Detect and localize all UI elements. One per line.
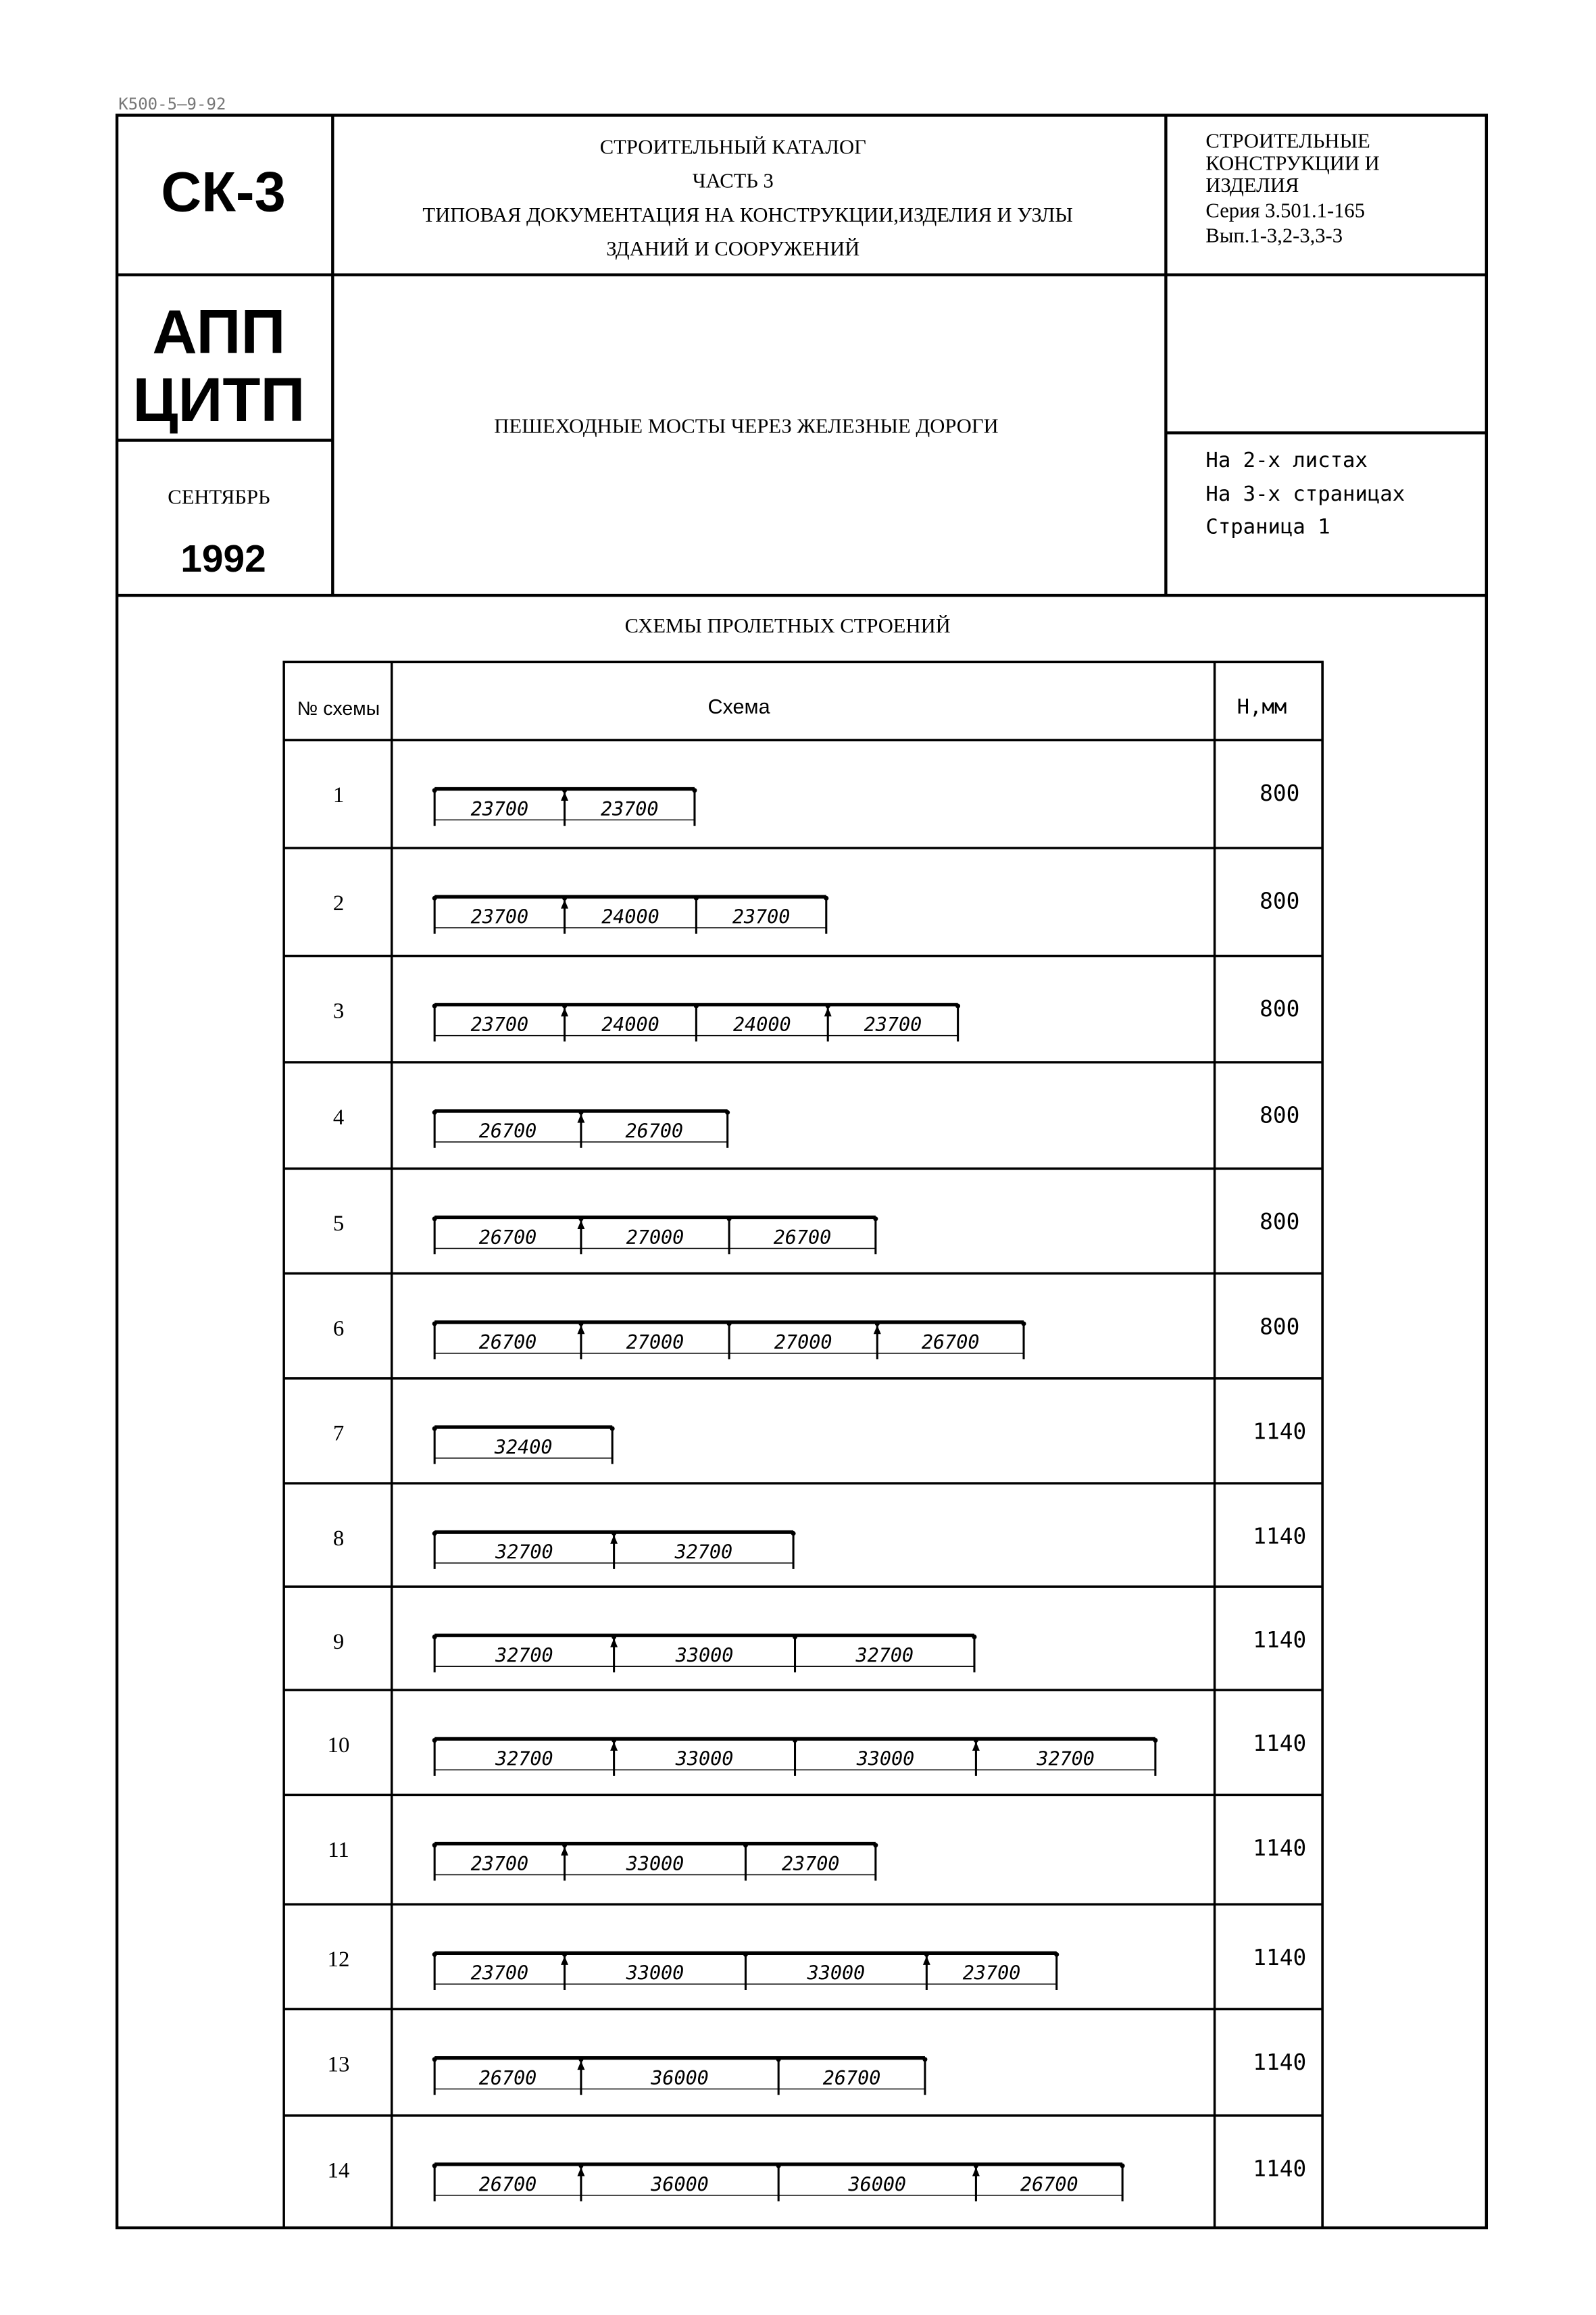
support-arrow: [561, 899, 568, 908]
support-node: [562, 788, 567, 793]
scheme-number: 13: [327, 2052, 350, 2077]
scheme-number: 3: [332, 999, 345, 1024]
span-length-label: 27000: [774, 1331, 832, 1354]
support-arrow: [577, 2061, 584, 2070]
scheme-number: 8: [332, 1526, 345, 1551]
support-node: [432, 2057, 437, 2062]
span-length-label: 33000: [675, 1644, 734, 1667]
span-diagram: [432, 1321, 1026, 1359]
span-length-label: 26700: [478, 2066, 537, 2089]
support-node: [1022, 1321, 1026, 1326]
support-node: [432, 896, 437, 901]
support-node: [873, 1843, 878, 1847]
span-diagram: [432, 788, 697, 826]
support-node: [432, 1003, 437, 1008]
support-arrow: [577, 2167, 584, 2176]
sheets-info: [1205, 449, 1405, 539]
table-row: [284, 1731, 1322, 1795]
citp-label: ЦИТП: [132, 366, 305, 435]
span-diagram: [432, 1952, 1059, 1990]
support-node: [776, 2057, 781, 2062]
support-node: [974, 1738, 978, 1743]
support-node: [727, 1321, 732, 1326]
support-arrow: [610, 1639, 618, 1647]
support-node: [578, 1110, 583, 1115]
span-length-label: 24000: [601, 1014, 659, 1037]
support-node: [1054, 1952, 1059, 1957]
support-node: [1120, 2164, 1125, 2168]
span-length-label: 32700: [855, 1644, 914, 1667]
svg-text:ТИПОВАЯ ДОКУМЕНТАЦИЯ НА КОНСТР: ТИПОВАЯ ДОКУМЕНТАЦИЯ НА КОНСТРУКЦИИ,ИЗДЕЛИЯ И УЗЛЫ: [422, 203, 1073, 226]
span-length-label: 24000: [601, 905, 659, 928]
support-node: [955, 1003, 960, 1008]
support-node: [578, 2164, 583, 2168]
support-arrow: [972, 1742, 980, 1751]
span-length-label: 33000: [807, 1962, 866, 1985]
scheme-number: 10: [327, 1733, 350, 1758]
svg-text:СТРОИТЕЛЬНЫЕ: СТРОИТЕЛЬНЫЕ: [1205, 129, 1370, 153]
span-length-label: 36000: [651, 2173, 709, 2196]
support-node: [793, 1738, 797, 1743]
span-length-label: 33000: [626, 1852, 684, 1875]
span-length-label: 26700: [822, 2066, 881, 2089]
span-length-label: 23700: [470, 905, 529, 928]
table-row: [284, 1524, 1322, 1587]
support-node: [743, 1952, 748, 1957]
app-label: АПП: [152, 297, 286, 367]
span-length-label: 27000: [626, 1331, 684, 1354]
scheme-number: 4: [332, 1105, 345, 1130]
span-diagram: [432, 1635, 977, 1672]
support-arrow: [561, 792, 568, 801]
support-node: [612, 1738, 616, 1743]
span-diagram: [432, 1003, 960, 1041]
support-node: [776, 2164, 781, 2168]
support-node: [694, 896, 699, 901]
scheme-number: 9: [332, 1629, 345, 1654]
table-row: [284, 1945, 1322, 2010]
span-diagram: [432, 2057, 928, 2095]
span-diagram: [432, 1110, 730, 1148]
span-length-label: 23700: [470, 1852, 529, 1875]
support-node: [725, 1110, 730, 1115]
span-length-label: 23700: [600, 797, 659, 820]
support-arrow: [561, 1847, 568, 1856]
height-value: 1140: [1253, 2049, 1307, 2076]
span-length-label: 27000: [626, 1226, 684, 1249]
document-title: ПЕШЕХОДНЫЕ МОСТЫ ЧЕРЕЗ ЖЕЛЕЗНЫЕ ДОРОГИ: [494, 414, 999, 438]
table-row: [284, 1209, 1322, 1274]
span-length-label: 23700: [864, 1014, 922, 1037]
height-value: 1140: [1253, 1523, 1307, 1549]
span-diagram: [432, 1216, 878, 1254]
scheme-number: 6: [332, 1316, 345, 1341]
support-node: [875, 1321, 880, 1326]
table-row: [284, 1835, 1322, 1904]
span-length-label: 36000: [651, 2066, 709, 2089]
height-value: 1140: [1253, 1944, 1307, 1970]
support-node: [432, 1426, 437, 1431]
support-arrow: [923, 1956, 930, 1965]
height-value: 1140: [1253, 1418, 1307, 1445]
support-node: [578, 1216, 583, 1221]
height-value: 800: [1260, 1314, 1300, 1340]
support-node: [826, 1003, 830, 1008]
header-num: № схемы: [297, 698, 380, 720]
span-length-label: 32700: [1037, 1747, 1095, 1770]
table-row: [284, 889, 1322, 956]
span-length-label: 23700: [962, 1962, 1021, 1985]
support-node: [432, 1216, 437, 1221]
scheme-number: 14: [327, 2158, 350, 2183]
height-value: 1140: [1253, 1730, 1307, 1756]
svg-text:Вып.1-3,2-3,3-3: Вып.1-3,2-3,3-3: [1205, 224, 1343, 247]
support-node: [612, 1635, 616, 1639]
support-node: [562, 896, 567, 901]
support-node: [972, 1635, 976, 1639]
support-arrow: [577, 1114, 584, 1123]
scheme-number: 12: [327, 1947, 350, 1972]
span-diagram: [432, 1531, 796, 1569]
support-node: [791, 1531, 796, 1536]
svg-text:СТРОИТЕЛЬНЫЙ КАТАЛОГ: СТРОИТЕЛЬНЫЙ КАТАЛОГ: [599, 135, 866, 159]
ck3-label: СК-3: [161, 160, 286, 224]
span-length-label: 36000: [848, 2173, 907, 2196]
support-arrow: [577, 1325, 584, 1334]
support-node: [922, 2057, 927, 2062]
span-length-label: 23700: [732, 905, 791, 928]
span-diagram: [432, 2164, 1125, 2201]
height-value: 800: [1260, 996, 1300, 1022]
support-node: [432, 1952, 437, 1957]
header-h: Н,мм: [1237, 695, 1287, 720]
table-row: [284, 1627, 1322, 1690]
svg-text:ИЗДЕЛИЯ: ИЗДЕЛИЯ: [1205, 174, 1299, 197]
height-value: 800: [1260, 1102, 1300, 1128]
support-arrow: [561, 1956, 568, 1965]
span-length-label: 24000: [733, 1014, 791, 1037]
support-node: [694, 1003, 699, 1008]
support-arrow: [610, 1742, 618, 1751]
span-length-label: 26700: [478, 2173, 537, 2196]
support-node: [432, 2164, 437, 2168]
table-row: [284, 780, 1322, 848]
table-row: [284, 996, 1322, 1062]
support-node: [612, 1531, 616, 1536]
svg-text:На 3-х страницах: На 3-х страницах: [1205, 482, 1405, 507]
table-row: [284, 1314, 1322, 1378]
support-arrow: [824, 1007, 832, 1016]
support-node: [578, 1321, 583, 1326]
support-node: [432, 1843, 437, 1847]
height-value: 800: [1260, 1209, 1300, 1235]
header-scheme: Схема: [707, 695, 770, 719]
height-value: 800: [1260, 780, 1300, 806]
table-row: [284, 1103, 1322, 1169]
span-diagram: [432, 1738, 1158, 1776]
support-arrow: [874, 1325, 881, 1334]
support-arrow: [972, 2167, 980, 2176]
span-length-label: 33000: [856, 1747, 915, 1770]
svg-text:КОНСТРУКЦИИ И: КОНСТРУКЦИИ И: [1205, 151, 1380, 175]
span-length-label: 26700: [1020, 2173, 1078, 2196]
catalog-title: [422, 135, 1073, 260]
support-node: [824, 896, 828, 901]
support-arrow: [561, 1007, 568, 1016]
support-arrow: [577, 1220, 584, 1229]
support-node: [562, 1843, 567, 1847]
scheme-number: 5: [332, 1212, 345, 1237]
support-node: [432, 1321, 437, 1326]
span-length-label: 32700: [495, 1644, 553, 1667]
svg-text:Страница 1: Страница 1: [1205, 515, 1330, 539]
table-row: [284, 2049, 1322, 2116]
support-node: [562, 1003, 567, 1008]
span-length-label: 26700: [478, 1331, 537, 1354]
month-label: СЕНТЯБРЬ: [168, 485, 270, 509]
support-node: [873, 1216, 878, 1221]
support-node: [793, 1635, 797, 1639]
span-length-label: 33000: [675, 1747, 734, 1770]
span-length-label: 26700: [625, 1120, 684, 1143]
support-node: [692, 788, 697, 793]
span-length-label: 32700: [495, 1541, 553, 1564]
scheme-number: 7: [332, 1421, 345, 1446]
height-value: 1140: [1253, 1626, 1307, 1653]
support-node: [743, 1843, 748, 1847]
table-row: [284, 1418, 1322, 1483]
scheme-number: 2: [332, 891, 345, 916]
span-length-label: 23700: [470, 1962, 529, 1985]
document-code: К500-5—9-92: [118, 94, 226, 114]
scheme-rows: [284, 780, 1322, 2201]
span-length-label: 23700: [470, 1014, 529, 1037]
section-title: СХЕМЫ ПРОЛЕТНЫХ СТРОЕНИЙ: [624, 614, 951, 637]
span-length-label: 23700: [470, 797, 529, 820]
span-length-label: 32700: [674, 1541, 733, 1564]
support-node: [562, 1952, 567, 1957]
support-node: [432, 1531, 437, 1536]
svg-text:На 2-х листах: На 2-х листах: [1205, 448, 1368, 472]
height-value: 1140: [1253, 2156, 1307, 2182]
span-diagram: [432, 1843, 878, 1881]
scheme-number: 1: [332, 783, 345, 808]
height-value: 1140: [1253, 1835, 1307, 1862]
span-length-label: 33000: [626, 1962, 684, 1985]
support-node: [1153, 1738, 1157, 1743]
support-node: [610, 1426, 615, 1431]
support-node: [974, 2164, 978, 2168]
series-info: [1205, 130, 1379, 247]
support-node: [432, 1635, 437, 1639]
span-length-label: 23700: [781, 1852, 840, 1875]
support-node: [578, 2057, 583, 2062]
table-row: [328, 2156, 1307, 2201]
support-arrow: [610, 1535, 618, 1544]
span-length-label: 26700: [478, 1120, 537, 1143]
span-length-label: 32700: [495, 1747, 553, 1770]
support-node: [432, 788, 437, 793]
support-node: [432, 1110, 437, 1115]
span-length-label: 32400: [494, 1436, 553, 1459]
year-label: 1992: [180, 538, 266, 581]
svg-text:ЗДАНИЙ И СООРУЖЕНИЙ: ЗДАНИЙ И СООРУЖЕНИЙ: [606, 237, 860, 261]
scheme-number: 11: [328, 1838, 349, 1863]
span-length-label: 26700: [921, 1331, 980, 1354]
svg-text:ЧАСТЬ 3: ЧАСТЬ 3: [692, 169, 774, 193]
svg-text:Серия 3.501.1-165: Серия 3.501.1-165: [1205, 199, 1366, 222]
support-node: [727, 1216, 732, 1221]
span-length-label: 26700: [478, 1226, 537, 1249]
span-length-label: 26700: [773, 1226, 832, 1249]
span-diagram: [432, 1426, 615, 1464]
span-diagram: [432, 896, 829, 934]
height-value: 800: [1260, 888, 1300, 914]
support-node: [924, 1952, 929, 1957]
support-node: [432, 1738, 437, 1743]
